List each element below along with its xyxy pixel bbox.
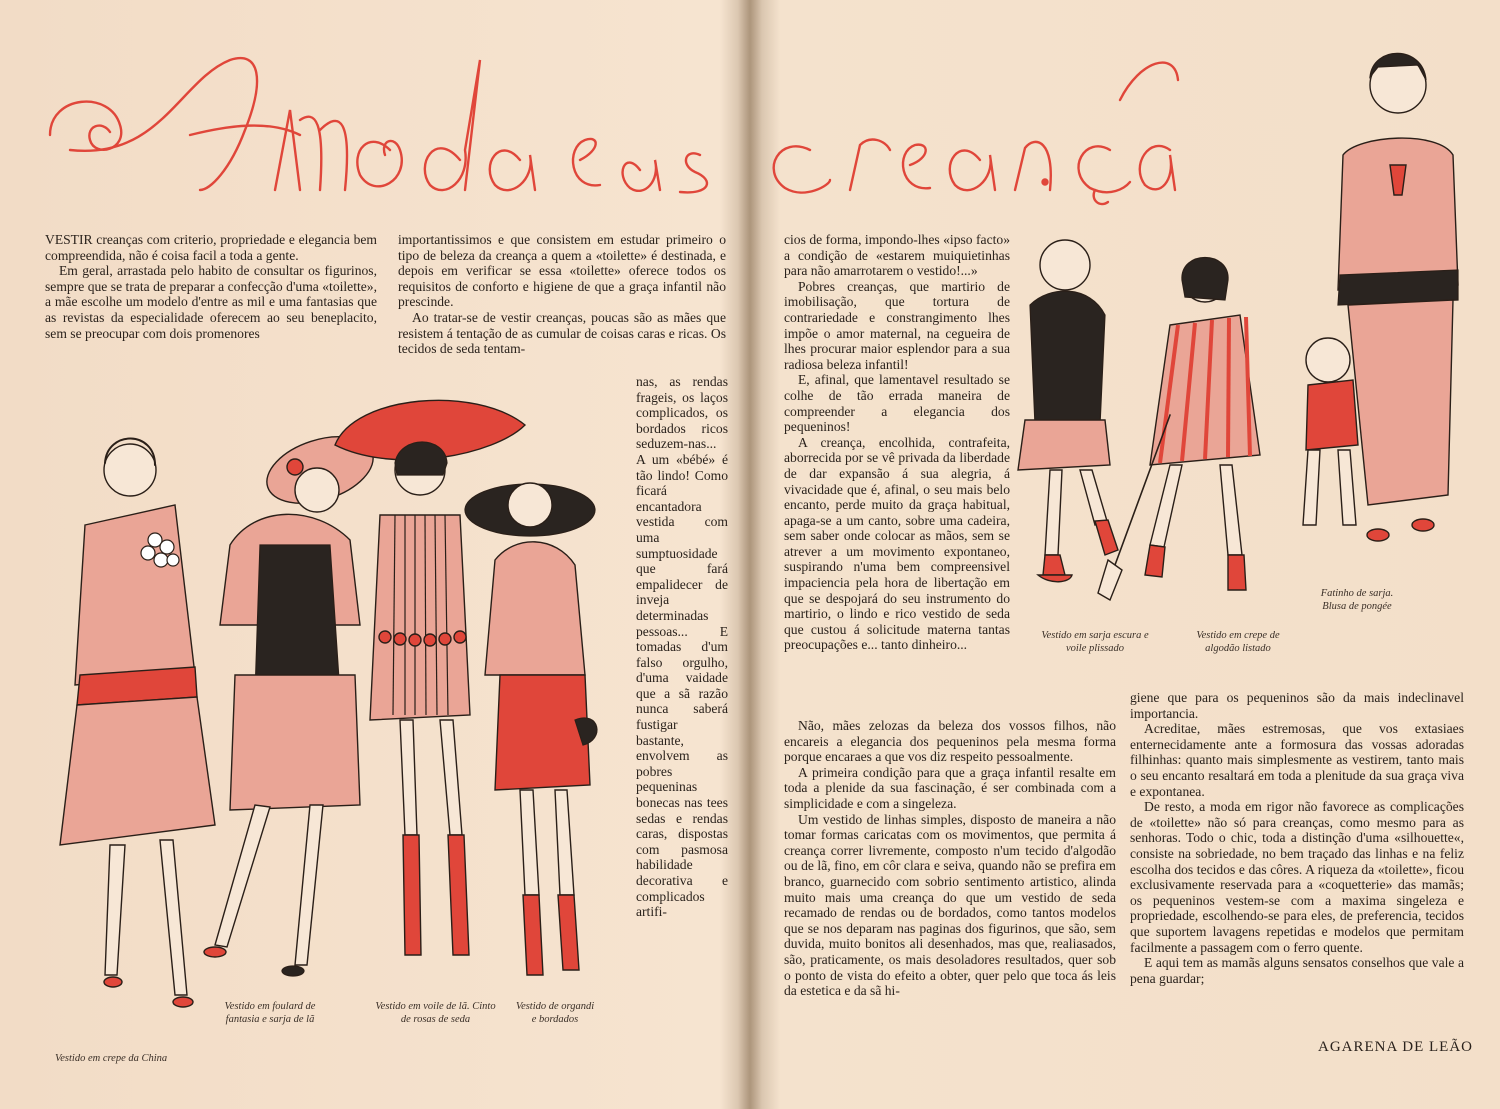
illustration-woman-with-child [1298,25,1468,585]
paragraph: giene que para os pequeninos são da mais indeclinavel importancia. [1130,690,1464,721]
paragraph: Um vestido de linhas simples, disposto de maneira a não tomar formas caricatas com os movimentos, que permita á creança correr livremente, composto n'um tecido d'algodão ou de lã, fino, em côr clara e seiva, quando não se prefira em branco, guarnecido com sobrio sentimento artistico, alinda muito mais uma creança do que um vestido de seda recamado de rendas ou de bordados, como tantos modelos que se nos deparam nas paginas dos figurinos, que são, sem duvida, muito bonitos ali desenhados, mas que, realiasados, são, praticamente, os mais desoladores resultados, quer sob o ponto de vista do efeito a obter, quer pelo que toca ás leis da estetica e da sã hi- [784,811,1116,999]
paragraph: A primeira condição para que a graça infantil resalte em toda a plenide da sua fascinação, é ser combinada com a simplicidade e com a singeleza. [784,764,1116,811]
paragraph: cios de forma, impondo-lhes «ipso facto» a condição de «estarem muiquietinhas para não amarrotarem o vestido!...» [784,232,1010,279]
paragraph: E aqui tem as mamãs alguns sensatos conselhos que vale a pena guardar; [1130,955,1464,986]
paragraph: Pobres creanças, que martirio de imobilisação, que tortura de contrariedade e constrangimento lhes impõe o amor maternal, na cegueira de lhes procurar maior esplendor para a sua radiosa beleza infantil! [784,278,1010,372]
article-column-4 [1130,690,1464,986]
article-column-3-lower [784,718,1116,999]
paragraph: Em geral, arrastada pelo habito de consultar os figurinos, sempre que se trata de preparar a confecção d'uma «toilette», a mãe escolhe um modelo d'entre as mil e uma fantasias que as revistas da especialidade oferecem ao seu beneplacito, sem se preocupar com dois promenores [45,263,377,341]
caption-sarja-escura: Vestido em sarja escura e voile plissado [1041,630,1149,654]
paragraph: VESTIR creanças com criterio, propriedade e elegancia bem compreendida, não é coisa facil a toda a gente. [45,232,377,263]
caption-organdi: Vestido de organdi e bordados [515,1001,595,1025]
paragraph: Ao tratar-se de vestir creanças, poucas são as mães que resistem á tentação de as cumular de coisas caras e ricas. Os tecidos de seda tentam- [398,309,726,357]
paragraph: De resto, a moda em rigor não favorece as complicações de «toilette» não só para creanças, como mesmo para as senhoras. Todo o chic, toda a distinção d'uma «silhouette«, consiste na sobriedade, no bem traçado das linhas e na feliz escolha dos tecidos e das côres. A riqueza da «toilette», ficou exclusivamente reservada para a «coquetterie» das mamãs; os pequeninos vestem-se com a maxima singeleza e propriedade, escolhendo-se para eles, de preferencia, tecidos que suportem lavagens repetidas e modelos que permitam facilmente a passagem com o ferro quente. [1130,799,1464,955]
article-column-3 [784,232,1010,653]
article-column-2 [398,232,726,357]
illustration-four-girls [55,375,630,1030]
caption-crepe-china: Vestido em crepe da China [55,1053,168,1064]
paragraph: Acreditae, mães estremosas, que vos extasiaes enternecidamente ante a formosura das vossas adoradas filhinhas: quanto mais simplesmente as vestirem, tanto mais o seu encanto resaltará em toda a plenitude da sua graça viva e expontanea. [1130,721,1464,799]
article-column-1 [45,232,377,341]
caption-crepe-algodao: Vestido em crepe de algodão listado [1196,630,1280,654]
title-lettering [40,40,1180,220]
paragraph: Não, mães zelozas da beleza dos vossos filhos, não encareis a elegancia dos pequeninos pela mesma forma porque encaraes a que vos diz respeito pessoalmente. [784,718,1116,765]
paragraph: importantissimos e que consistem em estudar primeiro o tipo de beleza da creança a quem a «toilette» é destinada, e depois em verificar se essa «toilette» oferece todos os requisitos de conforto e higiene de que a graça infantil não prescinde. [398,232,726,310]
illustration-two-children [1010,225,1310,620]
article-column-2-narrow: nas, as rendas frageis, os laços complicados, os bordados ricos seduzem-nas... A um «bébé» é tão lindo! Como ficará encantadora vestida com uma sumptuosidade que fará empalidecer de inveja determinadas pessoas... E tomadas d'um falso orgulho, d'uma vaidade que a sã razão nunca saberá fustigar bastante, envolvem as pobres pequeninas bonecas nas tees sedas e rendas caras, dispostas com pasmosa habilidade decorativa e complicados artifi- [636,374,728,920]
caption-voile-la: Vestido em voile de lã. Cinto de rosas de seda [375,1001,496,1025]
paragraph: A creança, encolhida, contrafeita, aborrecida por se vê privada da liberdade de dar expansão á sua alegria, á vivacidade que é, afinal, o seu mais belo encanto, perde muito da graça habitual, apaga-se a um canto, sobre uma cadeira, sem saber onde colocar as mãos, sem se atrever a um movimento expontaneo, suspirando n'uma bem compreensivel impaciencia pela hora de libertação em que se despojará do seu instrumento do martirio, o lindo e rico vestido de seda que custou á solicitude materna tantas preocupações e... tanto dinheiro... [784,434,1010,653]
author-signature: AGARENA DE LEÃO [1318,1039,1473,1055]
caption-foulard: Vestido em foulard de fantasia e sarja de lã [224,1001,316,1025]
caption-fatinho-sarja: Fatinho de sarja. Blusa de pongée [1320,588,1394,612]
paragraph: E, afinal, que lamentavel resultado se colhe de tão errada maneira de compreender a elegancia dos pequeninos! [784,372,1010,435]
